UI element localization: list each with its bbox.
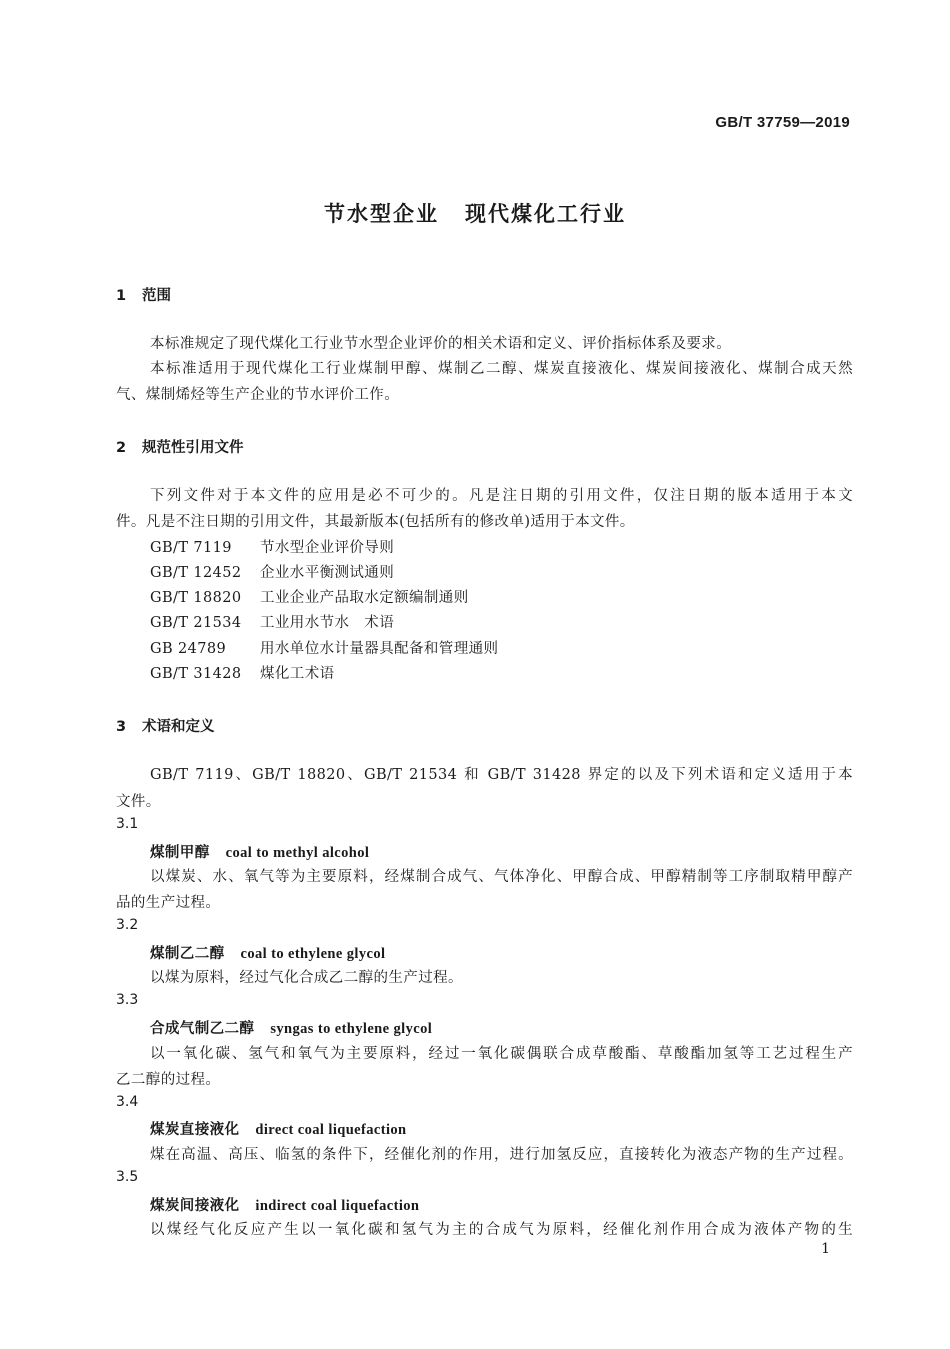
term-number: 3.2 [116,917,139,933]
reference-item [150,536,394,557]
term-heading [150,1118,407,1139]
term-definition-line-1: 以煤炭、水、氧气等为主要原料，经煤制合成气、气体净化、甲醇合成、甲醇精制等工序制取精甲醇产 [150,869,853,885]
section-number: 2 [116,440,127,456]
term-name-zh: 合成气制乙二醇 [150,1021,255,1037]
scope-paragraph-2-line-1: 本标准适用于现代煤化工行业煤制甲醇、煤制乙二醇、煤炭直接液化、煤炭间接液化、煤制合成天然 [150,361,853,377]
term-name-en: coal to ethylene glycol [240,946,386,962]
page-number: 1 [821,1241,830,1257]
terms-intro-line-1: GB/T 7119、GB/T 18820、GB/T 21534 和 GB/T 31428 界定的以及下列术语和定义适用于本 [150,767,853,783]
references-intro-line-2: 件。凡是不注日期的引用文件，其最新版本(包括所有的修改单)适用于本文件。 [116,514,635,530]
reference-title: 企业水平衡测试通则 [260,565,395,581]
section-1-heading [116,284,171,305]
title-part-2: 现代煤化工行业 [465,202,626,226]
document-title [0,198,950,228]
scope-paragraph-1: 本标准规定了现代煤化工行业节水型企业评价的相关术语和定义、评价指标体系及要求。 [150,336,732,352]
term-heading [150,841,369,862]
reference-code: GB/T 7119 [150,540,232,556]
term-heading [150,1194,419,1215]
reference-title: 工业用水节水 术语 [260,615,395,631]
section-number: 3 [116,719,127,735]
section-3-heading [116,715,215,736]
reference-item [150,637,498,658]
term-name-en: syngas to ethylene glycol [270,1021,433,1037]
reference-code: GB/T 12452 [150,565,242,581]
term-number: 3.4 [116,1094,139,1110]
term-name-en: direct coal liquefaction [255,1122,407,1138]
section-number: 1 [116,288,127,304]
standard-code: GB/T 37759—2019 [715,114,850,131]
section-title: 范围 [142,288,171,304]
term-heading [150,1017,432,1038]
term-name-zh: 煤制乙二醇 [150,946,225,962]
reference-title: 节水型企业评价导则 [260,540,395,556]
term-heading [150,942,385,963]
term-name-zh: 煤制甲醇 [150,845,210,861]
reference-item [150,561,394,582]
term-name-en: indirect coal liquefaction [255,1198,420,1214]
term-number: 3.5 [116,1169,139,1185]
section-title: 规范性引用文件 [142,440,244,456]
term-definition-line-2: 品的生产过程。 [116,895,221,911]
term-definition-line-1: 以煤经气化反应产生以一氧化碳和氢气为主的合成气为原料，经催化剂作用合成为液体产物的生 [150,1222,853,1238]
reference-code: GB/T 21534 [150,615,242,631]
reference-item [150,586,469,607]
reference-item [150,611,394,632]
term-name-zh: 煤炭直接液化 [150,1122,240,1138]
term-name-zh: 煤炭间接液化 [150,1198,240,1214]
reference-code: GB/T 31428 [150,666,242,682]
section-2-heading [116,436,244,457]
reference-title: 用水单位水计量器具配备和管理通则 [260,641,499,657]
term-number: 3.3 [116,992,139,1008]
term-definition-line-1: 以一氧化碳、氢气和氧气为主要原料，经过一氧化碳偶联合成草酸酯、草酸酯加氢等工艺过程生产 [150,1046,853,1062]
section-title: 术语和定义 [142,719,215,735]
term-definition-line-1: 以煤为原料，经过气化合成乙二醇的生产过程。 [150,970,463,986]
term-definition-line-2: 乙二醇的过程。 [116,1072,221,1088]
reference-code: GB/T 18820 [150,590,242,606]
term-name-en: coal to methyl alcohol [225,845,370,861]
term-definition-line-1: 煤在高温、高压、临氢的条件下，经催化剂的作用，进行加氢反应，直接转化为液态产物的生产过程。 [150,1147,853,1163]
title-part-1: 节水型企业 [324,202,439,226]
reference-title: 工业企业产品取水定额编制通则 [260,590,469,606]
scope-paragraph-2-line-2: 气、煤制烯烃等生产企业的节水评价工作。 [116,387,400,403]
reference-item [150,662,335,683]
terms-intro-line-2: 文件。 [116,794,161,810]
term-number: 3.1 [116,816,139,832]
reference-code: GB 24789 [150,641,227,657]
reference-title: 煤化工术语 [260,666,335,682]
references-intro-line-1: 下列文件对于本文件的应用是必不可少的。凡是注日期的引用文件，仅注日期的版本适用于本文 [150,488,853,504]
